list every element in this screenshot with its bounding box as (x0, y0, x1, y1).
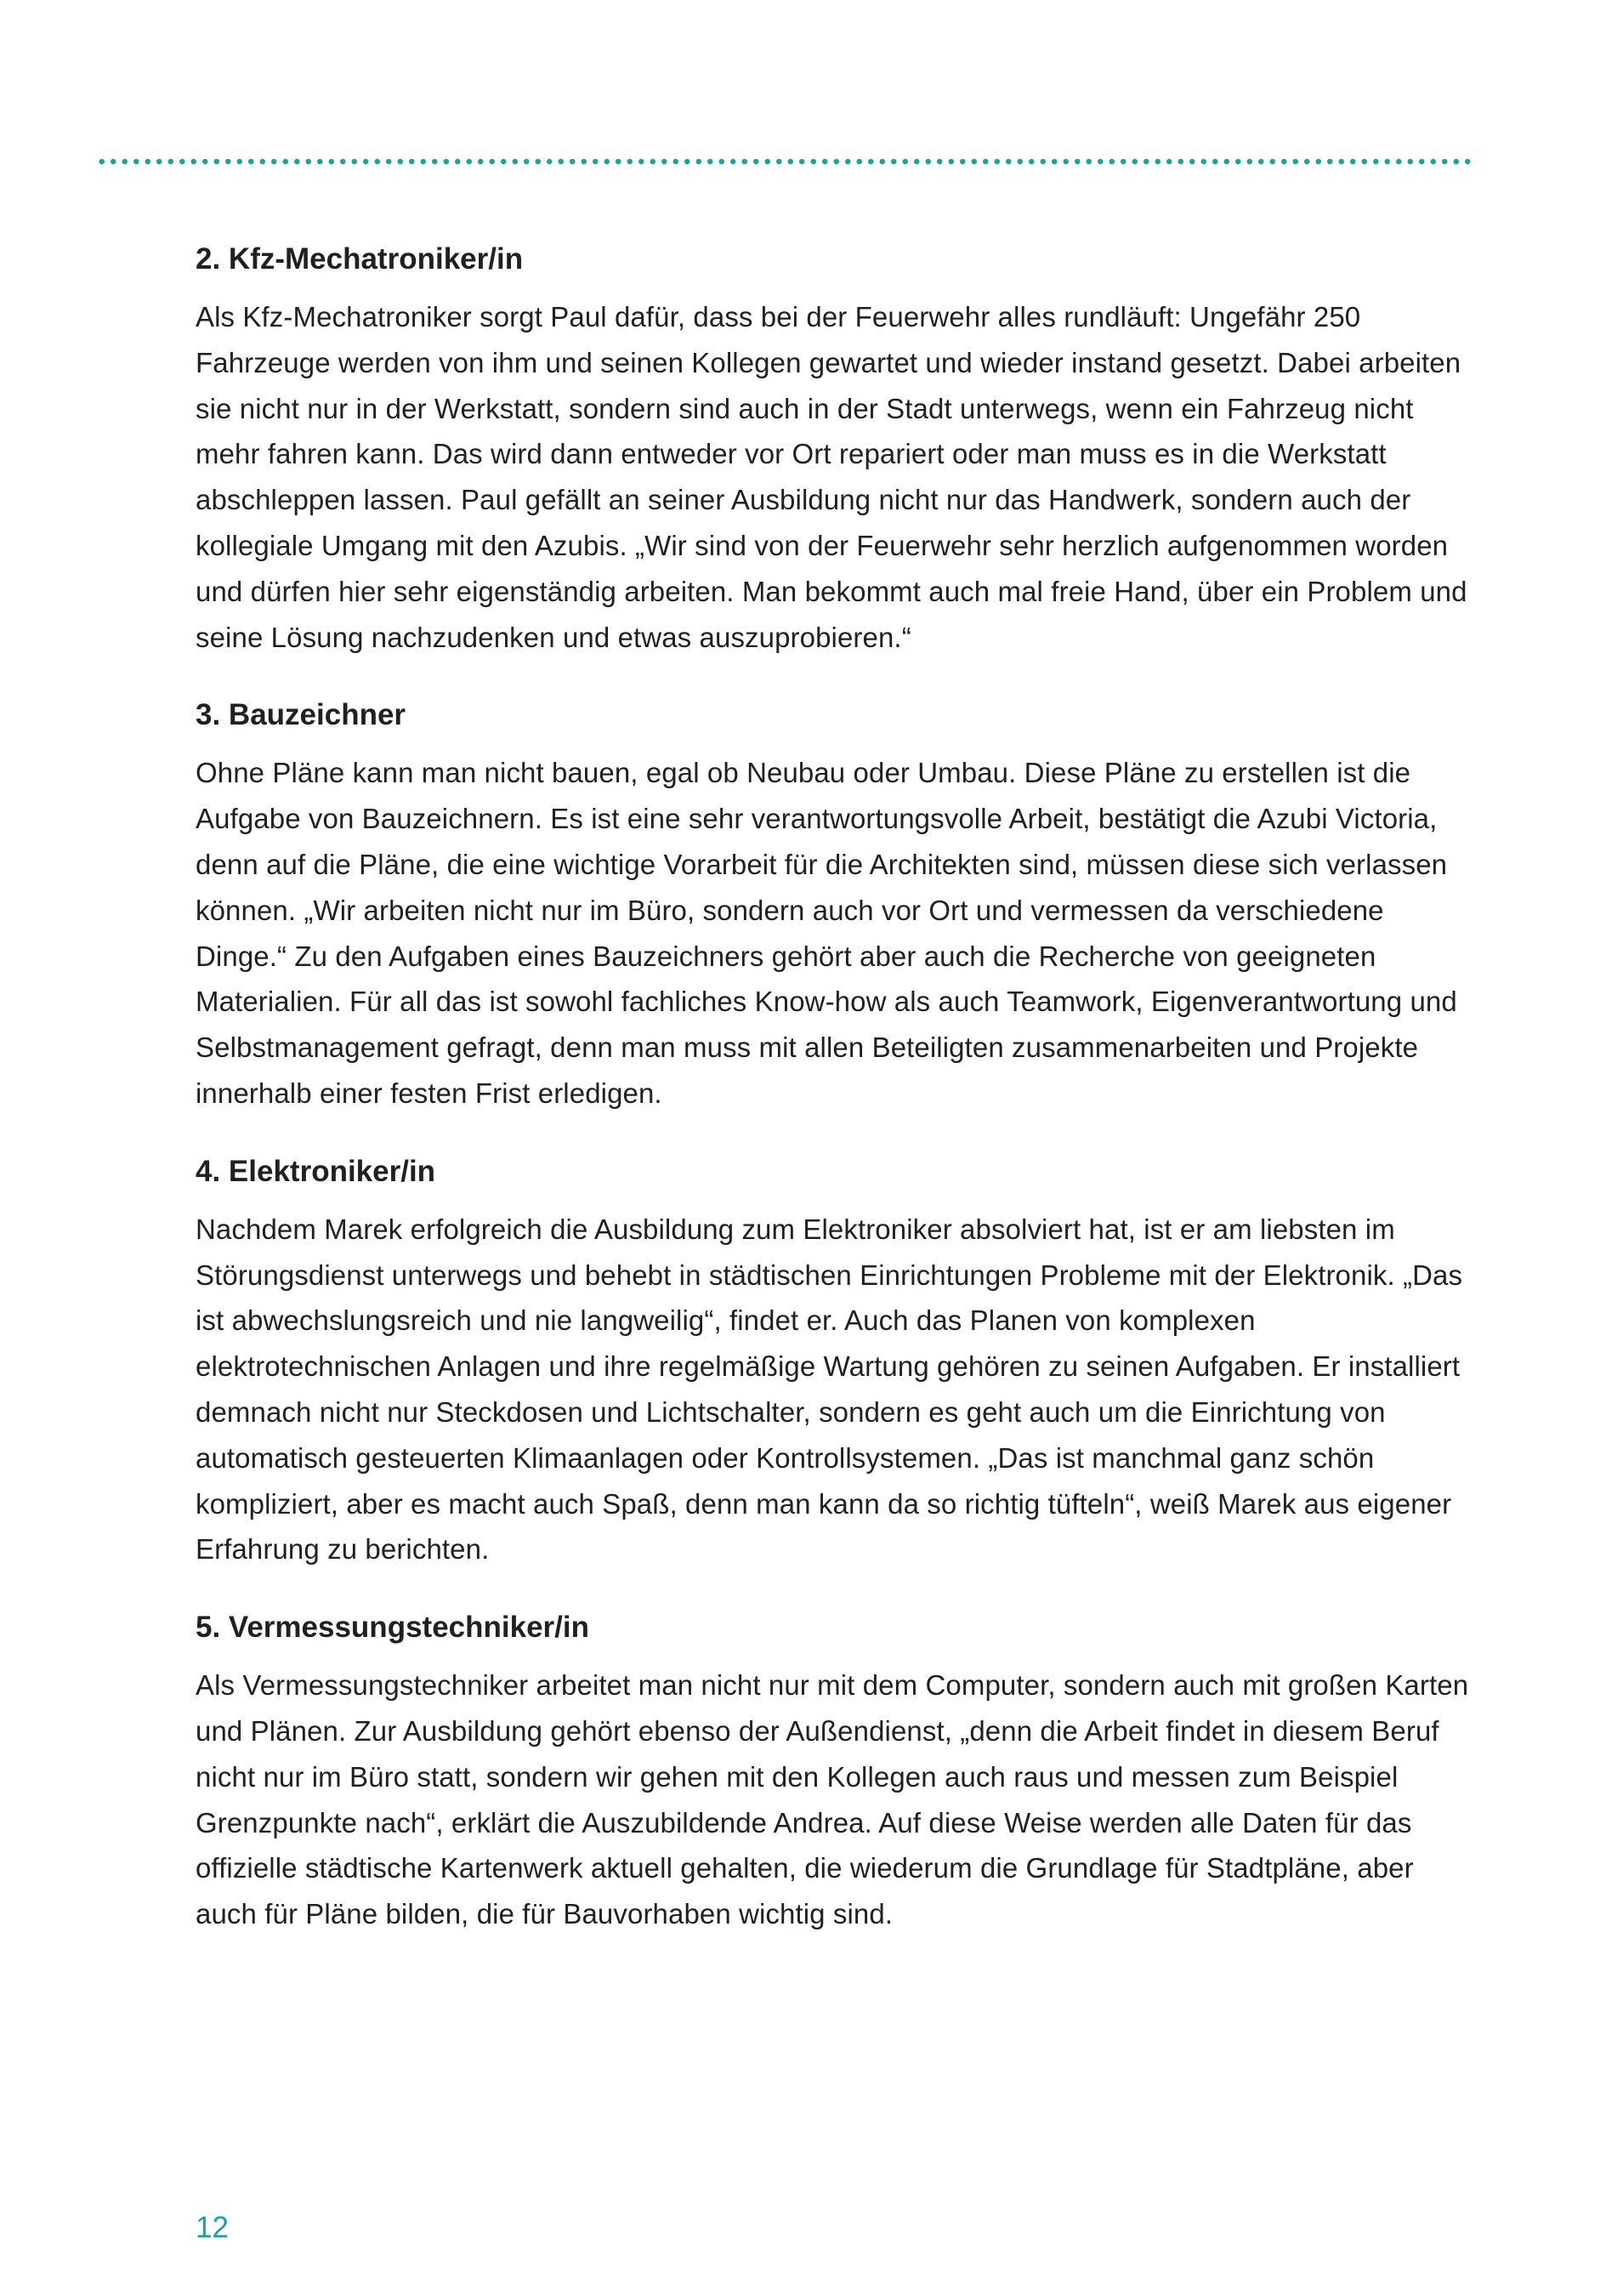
page-number: 12 (196, 2211, 229, 2244)
section-text: Als Kfz-Mechatroniker sorgt Paul dafür, dass bei der Feuerwehr alles rundläuft: Ungefähr 250 Fahrzeuge werden von ihm und seinen Kollegen gewartet und wieder instand gesetzt. Dabei arbeiten sie nicht nur in der Werkstatt, sondern sind auch in der Stadt unterwegs, wenn ein Fahrzeug nicht mehr fahren kann. Das wird dann entweder vor Ort repariert oder man muss es in die Werkstatt abschleppen lassen. Paul gefällt an seiner Ausbildung nicht nur das Handwerk, sondern auch der kollegiale Umgang mit den Azubis. „Wir sind von der Feuerwehr sehr herzlich aufgenommen worden und dürfen hier sehr eigenständig arbeiten. Man bekommt auch mal freie Hand, über ein Problem und seine Lösung nachzudenken und etwas auszuprobieren.“ (196, 301, 1467, 653)
section-kfz-mechatroniker (196, 236, 1479, 660)
section-bauzeichner (196, 692, 1479, 1116)
section-heading: 5. Vermessungstechniker/in (196, 1611, 589, 1645)
section-heading: 3. Bauzeichner (196, 698, 406, 732)
section-text: Ohne Pläne kann man nicht bauen, egal ob Neubau oder Umbau. Diese Pläne zu erstellen ist die Aufgabe von Bauzeichnern. Es ist eine sehr verantwortungsvolle Arbeit, bestätigt die Azubi Victoria, denn auf die Pläne, die eine wichtige Vorarbeit für die Architekten sind, müssen diese sich verlassen können. „Wir arbeiten nicht nur im Büro, sondern auch vor Ort und vermessen da verschiedene Dinge.“ Zu den Aufgaben eines Bauzeichners gehört aber auch die Recherche von geeigneten Materialien. Für all das ist sowohl fachliches Know-how als auch Teamwork, Eigenverantwortung und Selbstmanagement gefragt, denn man muss mit allen Beteiligten zusammenarbeiten und Projekte innerhalb einer festen Frist erledigen. (196, 757, 1457, 1109)
section-elektroniker (196, 1149, 1479, 1572)
section-heading: 2. Kfz-Mechatroniker/in (196, 242, 524, 276)
section-vermessungstechniker (196, 1605, 1479, 1937)
section-text: Nachdem Marek erfolgreich die Ausbildung zum Elektroniker absolviert hat, ist er am liebsten im Störungsdienst unterwegs und behebt in städtischen Einrichtungen Probleme mit der Elektronik. „Das ist abwechslungsreich und nie langweilig“, findet er. Auch das Planen von komplexen elektrotechnischen Anlagen und ihre regelmäßige Wartung gehören zu seinen Aufgaben. Er installiert demnach nicht nur Steckdosen und Lichtschalter, sondern es geht auch um die Einrichtung von automatisch gesteuerten Klimaanlagen oder Kontrollsystemen. „Das ist manchmal ganz schön kompliziert, aber es macht auch Spaß, denn man kann da so richtig tüfteln“, weiß Marek aus eigener Erfahrung zu berichten. (196, 1213, 1463, 1566)
page-content (196, 236, 1479, 1969)
section-heading: 4. Elektroniker/in (196, 1154, 436, 1188)
dotted-header-rule (96, 158, 1473, 165)
section-text: Als Vermessungstechniker arbeitet man nicht nur mit dem Computer, sondern auch mit großen Karten und Plänen. Zur Ausbildung gehört ebenso der Außendienst, „denn die Arbeit findet in diesem Beruf nicht nur im Büro statt, sondern wir gehen mit den Kollegen auch raus und messen zum Beispiel Grenzpunkte nach“, erklärt die Auszubildende Andrea. Auf diese Weise werden alle Daten für das offizielle städtische Kartenwerk aktuell gehalten, die wiederum die Grundlage für Stadtpläne, aber auch für Pläne bilden, die für Bauvorhaben wichtig sind. (196, 1669, 1469, 1930)
